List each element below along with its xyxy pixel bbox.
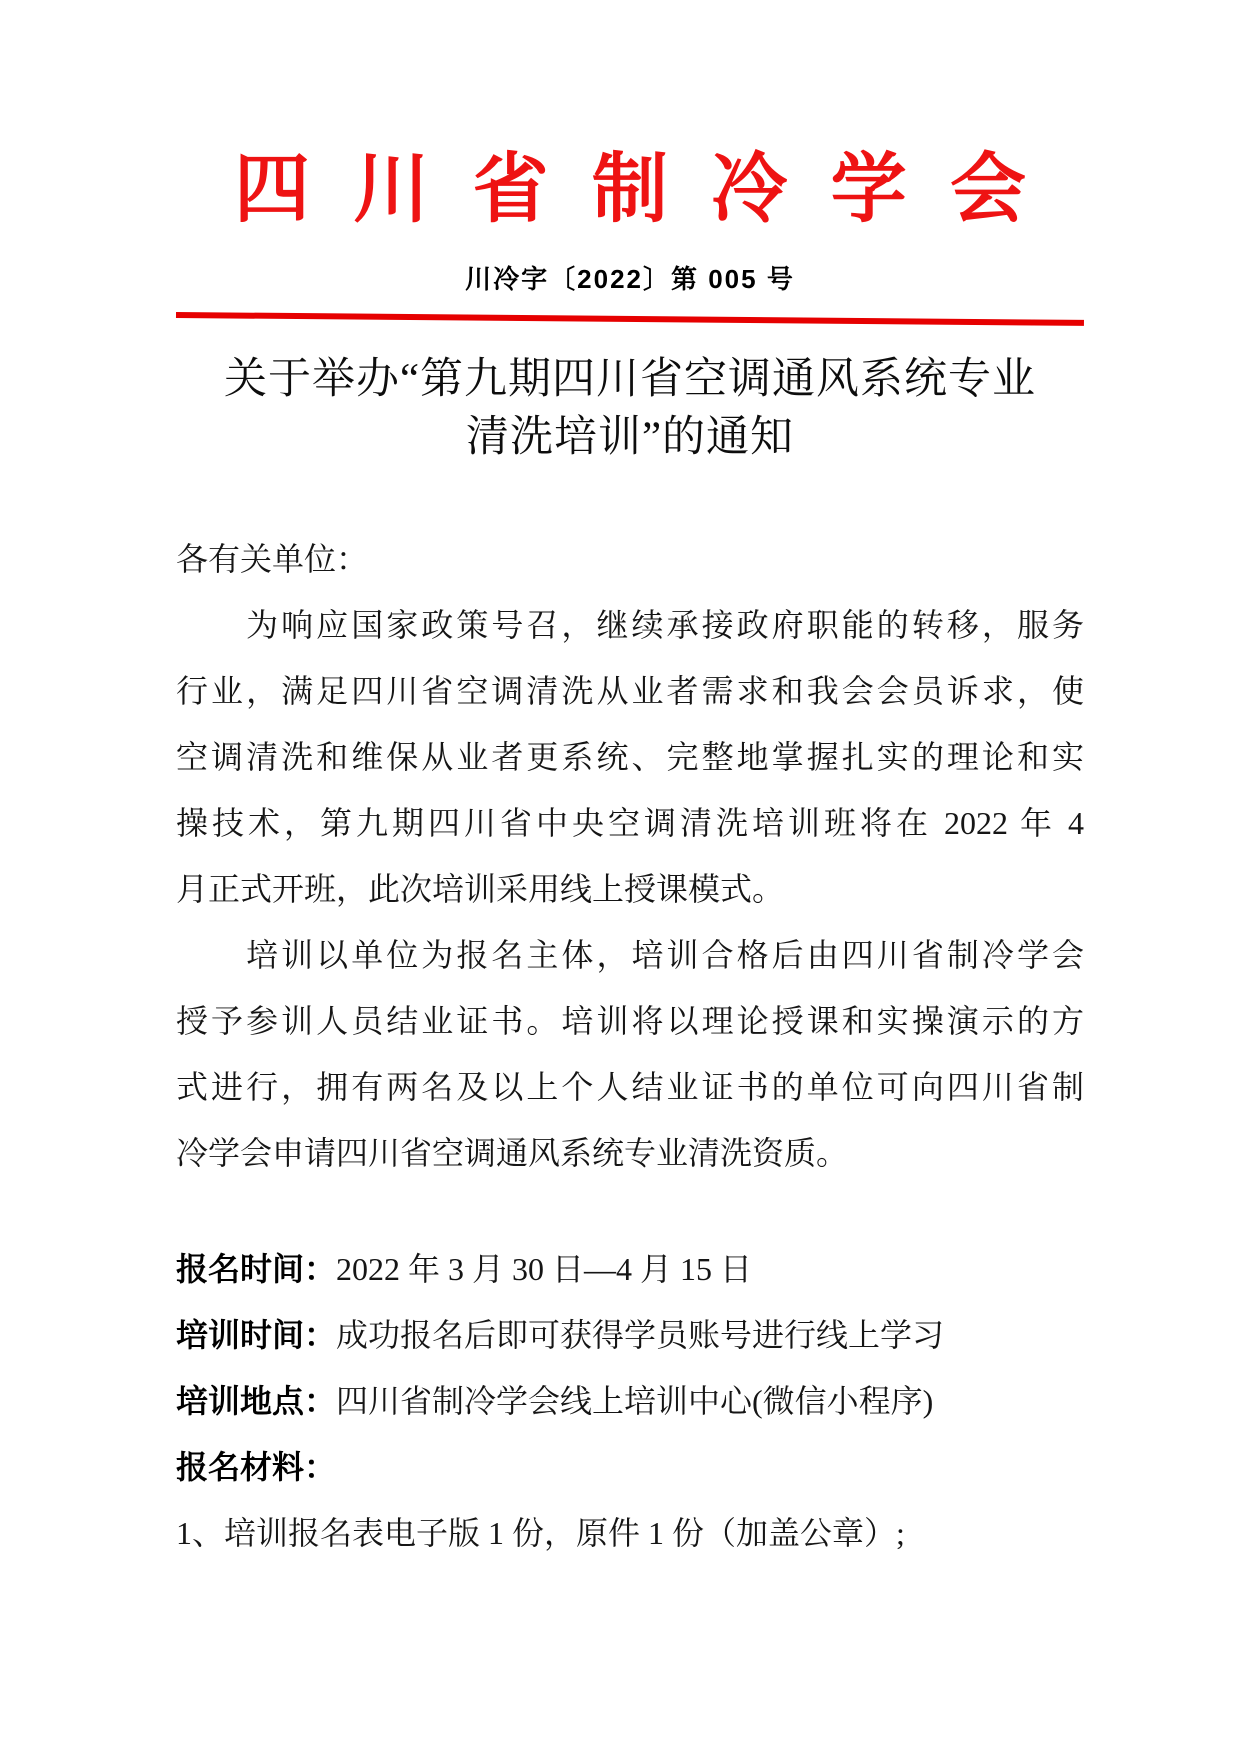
body-line: 冷学会申请四川省空调通风系统专业清洗资质。: [176, 1135, 849, 1171]
training-location-label: 培训地点：: [176, 1383, 337, 1419]
doc-number: 川冷字〔2022〕第 005 号: [465, 264, 795, 294]
notice-body: [176, 526, 1084, 1566]
org-title: 四川省制冷学会: [234, 148, 1070, 232]
materials-label: 报名材料：: [176, 1449, 337, 1485]
registration-time-value: 2022 年 3 月 30 日—4 月 15 日: [336, 1251, 753, 1287]
red-divider-line: [176, 312, 1084, 326]
registration-time-label: 报名时间：: [176, 1251, 337, 1287]
training-time-value: 成功报名后即可获得学员账号进行线上学习: [336, 1317, 945, 1353]
info-section: [176, 1236, 1084, 1566]
info-materials: [176, 1434, 1084, 1500]
info-training-time: [176, 1302, 1084, 1368]
info-training-location: [176, 1368, 1084, 1434]
notice-title: [176, 351, 1084, 467]
material-item-1: 1、培训报名表电子版 1 份，原件 1 份（加盖公章）;: [176, 1515, 905, 1551]
training-time-label: 培训时间：: [176, 1317, 337, 1353]
spacer: [176, 1186, 1084, 1236]
body-line: 为响应国家政策号召，继续承接政府职能的转移，服务: [176, 607, 1084, 643]
info-registration-time: [176, 1236, 1084, 1302]
body-line: 行业，满足四川省空调清洗从业者需求和我会会员诉求，使: [176, 673, 1084, 709]
training-location-value: 四川省制冷学会线上培训中心(微信小程序): [336, 1383, 934, 1419]
body-line: 式进行，拥有两名及以上个人结业证书的单位可向四川省制: [176, 1069, 1084, 1105]
notice-title-line-2: 清洗培训”的通知: [465, 414, 795, 461]
body-line: 月正式开班，此次培训采用线上授课模式。: [176, 871, 785, 907]
body-line: 授予参训人员结业证书。培训将以理论授课和实操演示的方: [176, 1003, 1084, 1039]
body-line: 空调清洗和维保从业者更系统、完整地掌握扎实的理论和实: [176, 739, 1084, 775]
notice-title-line-1: 关于举办“第九期四川省空调通风系统专业: [223, 356, 1037, 403]
paragraph-1: [176, 592, 1084, 922]
salutation: 各有关单位：: [176, 541, 369, 577]
document-content: [176, 0, 1084, 1566]
paragraph-2: [176, 922, 1084, 1186]
body-line: 操技术，第九期四川省中央空调清洗培训班将在 2022 年 4: [176, 805, 1084, 841]
body-line: 培训以单位为报名主体，培训合格后由四川省制冷学会: [176, 937, 1084, 973]
